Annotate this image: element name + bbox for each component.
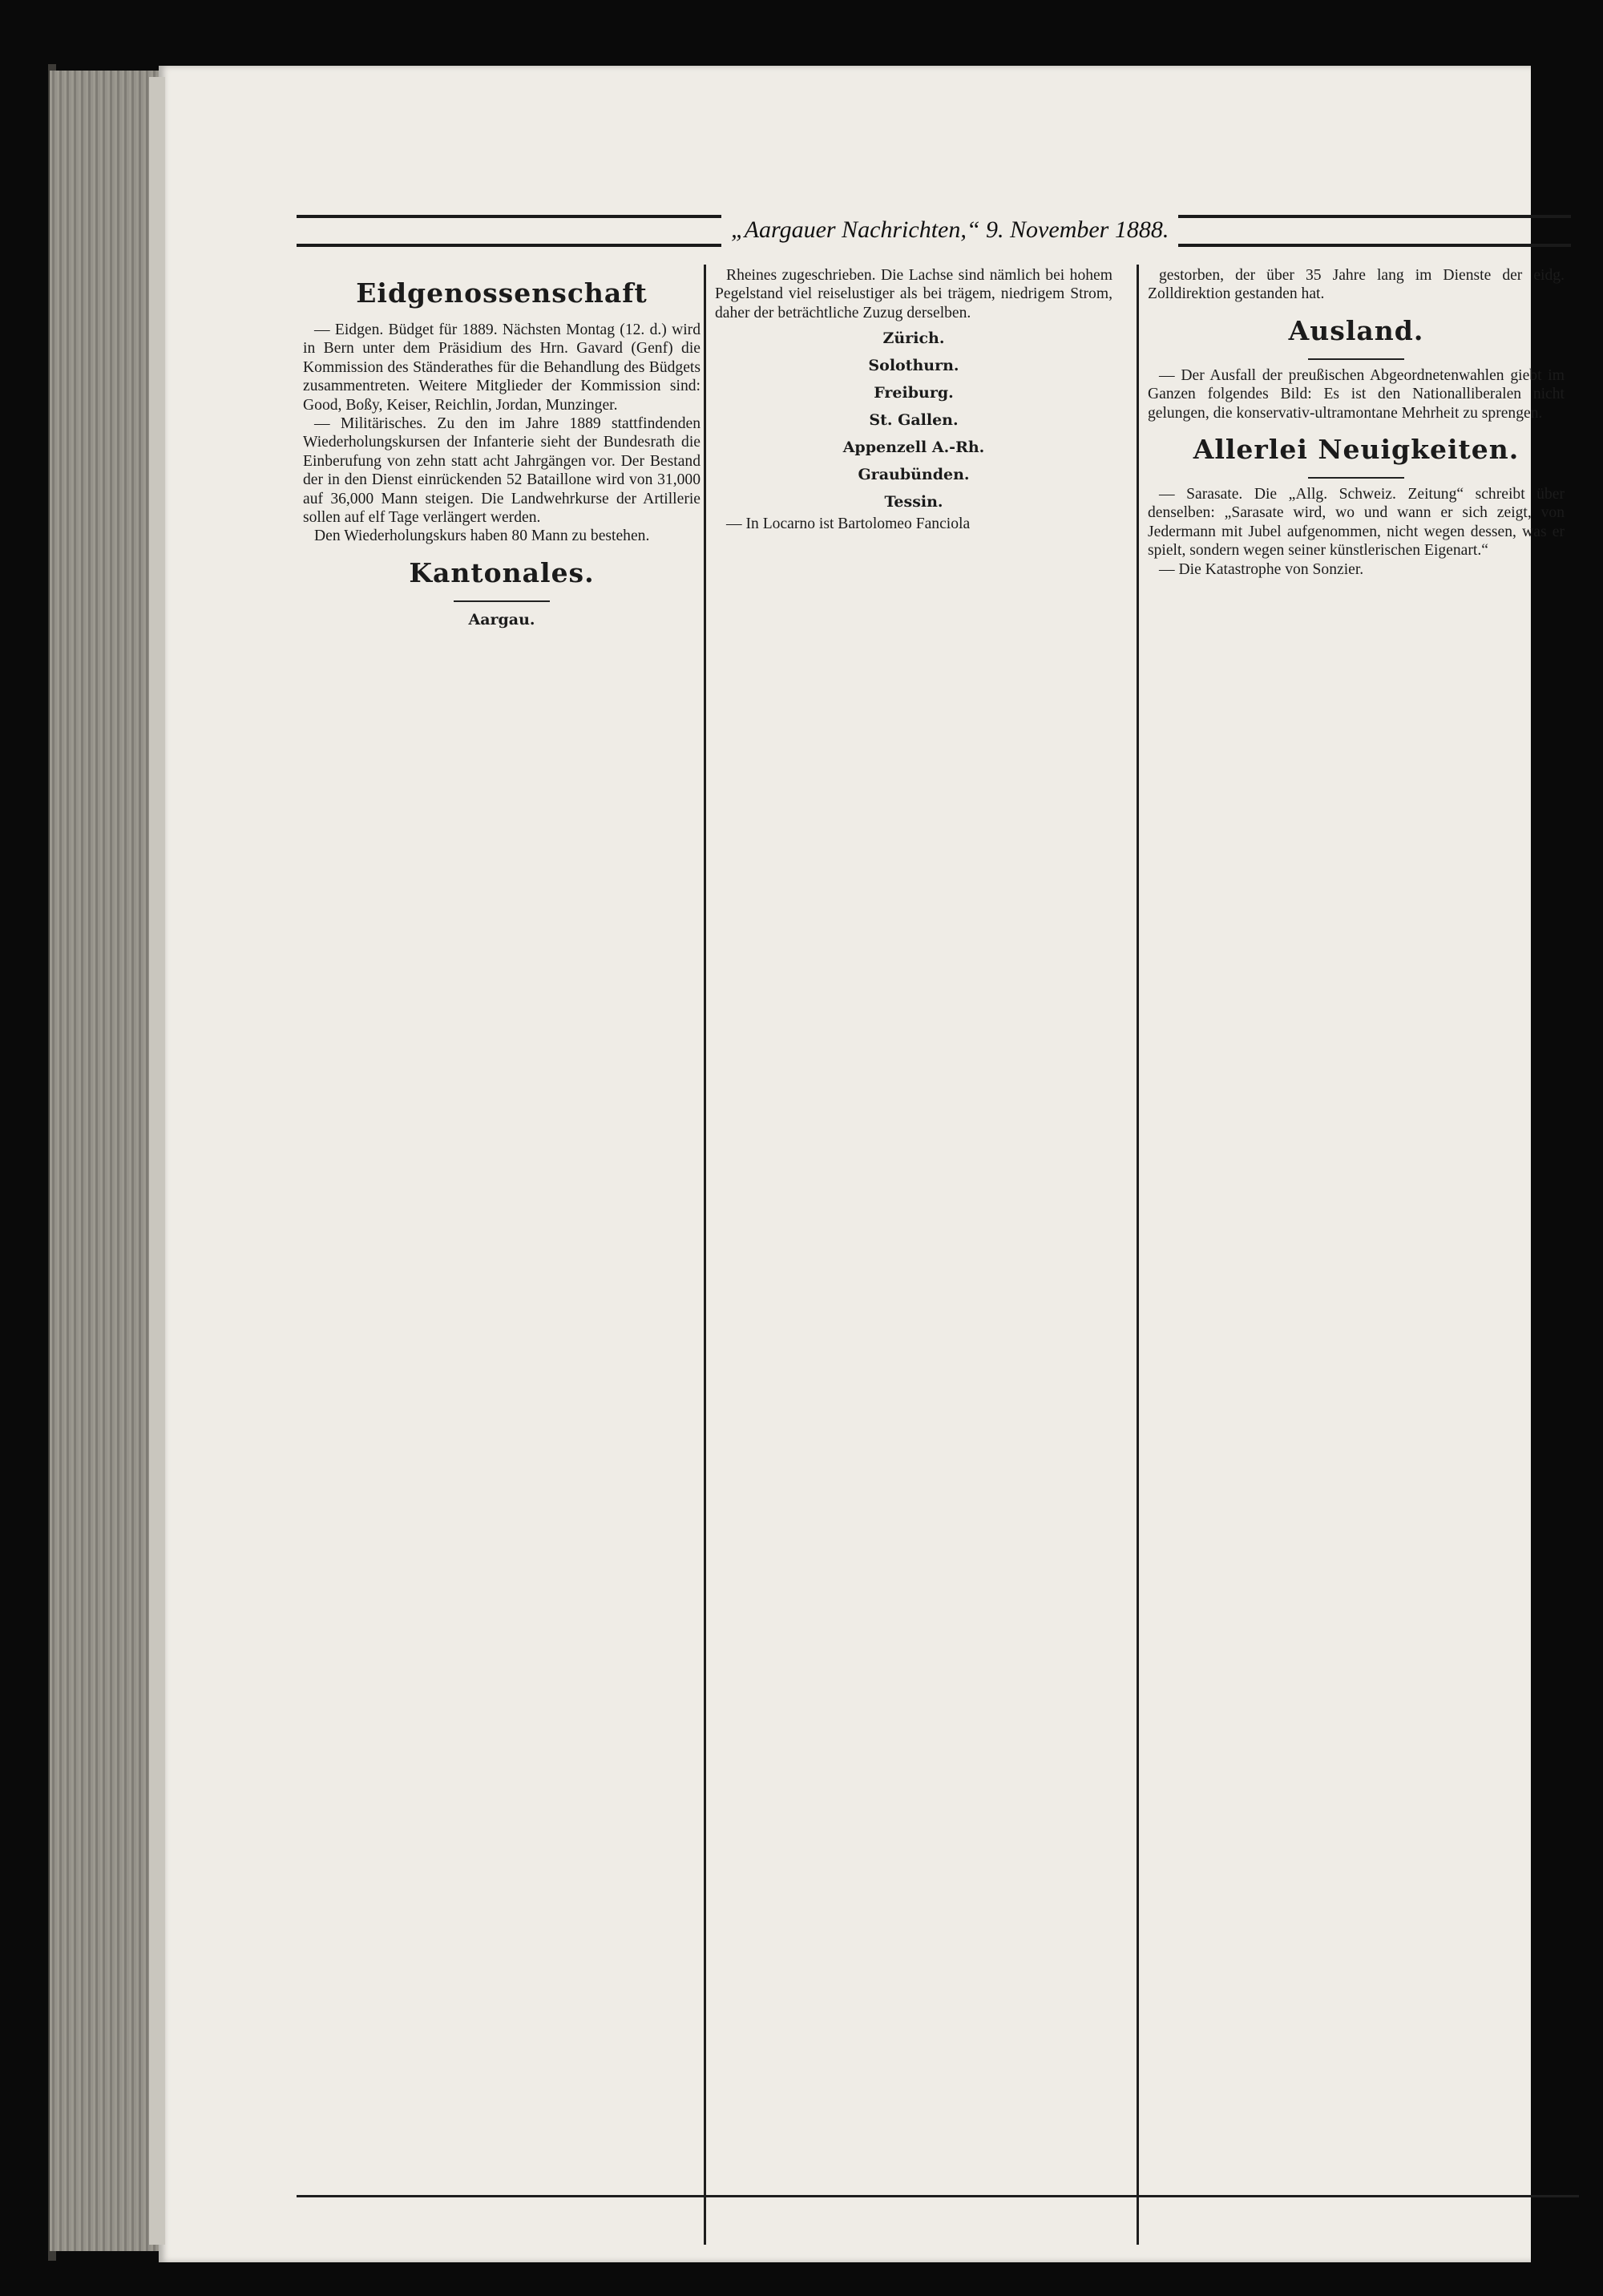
section-heading-kantonales: Kantonales. [409, 556, 595, 588]
article-lachse: Rheines zugeschrieben. Die Lachse sind nämlich bei hohem Pegelstand viel reiselustiger als bei trägem, niedrigem Strom, daher der beträchtliche Zuzug derselben. [715, 267, 1112, 321]
section-heading-ausland: Ausland. [1288, 314, 1424, 346]
masthead [297, 210, 1571, 250]
region-heading-zuerich: Zürich. [882, 329, 945, 348]
page-gutter [149, 77, 165, 2245]
region-heading-appenzell: Appenzell A.-Rh. [842, 439, 985, 457]
column-1 [303, 266, 701, 2238]
article-zolldirektion: gestorben, der über 35 Jahre lang im Dienste der eidg. Zolldirektion gestanden hat. [1148, 267, 1565, 303]
article-sonzier: — Die Katastrophe von Sonzier. [1159, 560, 1364, 578]
column-rule-1 [704, 265, 706, 2245]
article-budget: — Eidgen. Büdget für 1889. Nächsten Montag (12. d.) wird in Bern unter dem Präsidium des Hrn. Gavard (Genf) die Kommission des Ständerathes für die Behandlung des Büdgets zusammentreten. Weitere Mitglieder der Kommission sind: Good, Boßy, Keiser, Reichlin, Jordan, Munzinger. [303, 321, 701, 414]
heading-divider [1308, 358, 1404, 360]
heading-divider [454, 600, 550, 602]
article-locarno: — In Locarno ist Bartolomeo Fanciola [726, 515, 971, 533]
region-heading-tessin: Tessin. [884, 493, 943, 511]
article-sarasate: — Sarasate. Die „Allg. Schweiz. Zeitung“ schreibt über denselben: „Sarasate wird, wo und wann er sich zeigt, von Jedermann mit Jubel aufgenommen, nicht wegen dessen, was er spielt, sondern wegen seiner künstlerischen Eigenart.“ [1148, 486, 1565, 560]
region-heading-solothurn: Solothurn. [868, 357, 959, 375]
region-heading-freiburg: Freiburg. [874, 384, 954, 402]
article-militaer: — Militärisches. Zu den im Jahre 1889 stattfindenden Wiederholungskursen der Infanterie sieht der Bundesrath die Einberufung von zehn statt acht Jahrgängen vor. Der Bestand der in den Dienst einrückenden 52 Bataillone wird von 31,000 auf 36,000 Mann steigen. Die Landwehrkurse der Artillerie sollen auf elf Tage verlängert werden. [303, 415, 701, 527]
article-wiederholungskurs: Den Wiederholungskurs haben 80 Mann zu bestehen. [314, 528, 650, 545]
section-heading-eidgenossenschaft: Eidgenossenschaft [356, 277, 648, 309]
column-rule-2 [1137, 265, 1139, 2245]
section-heading-allerlei-neuigkeiten: Allerlei Neuigkeiten. [1193, 434, 1520, 466]
column-3 [1148, 266, 1565, 2238]
book-page-edges [50, 71, 162, 2251]
region-heading-graubuenden: Graubünden. [858, 466, 970, 484]
heading-divider [1308, 477, 1404, 479]
region-heading-st-gallen: St. Gallen. [869, 411, 959, 430]
article-preussische-wahlen: — Der Ausfall der preußischen Abgeordnetenwahlen giebt im Ganzen folgendes Bild: Es ist den Nationalliberalen nicht gelungen, die konservativ-ultramontane Mehrheit zu sprengen. [1148, 366, 1565, 422]
masthead-title: „Aargauer Nachrichten,“ 9. November 1888. [721, 210, 1178, 250]
region-heading-aargau: Aargau. [468, 610, 535, 629]
column-2 [715, 266, 1112, 2238]
